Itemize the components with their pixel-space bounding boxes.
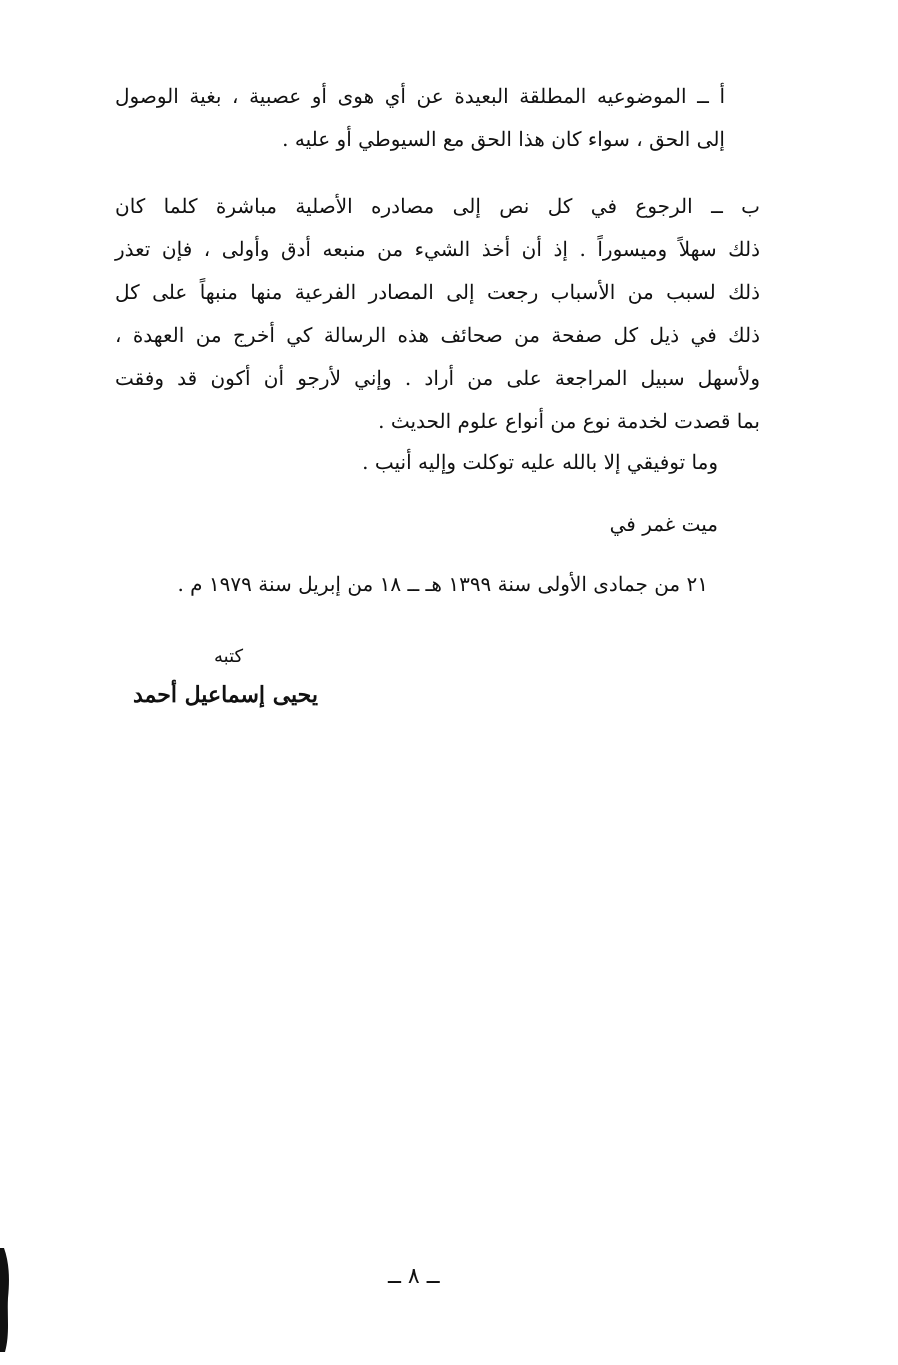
paragraph-a (115, 75, 725, 161)
closing-line: وما توفيقي إلا بالله عليه توكلت وإليه أنيب . (362, 450, 718, 474)
signature-name: يحيى إسماعيل أحمد (133, 682, 318, 708)
paragraph-b (115, 185, 760, 443)
scan-edge-mark (0, 1248, 12, 1352)
signature-label: كتبه (214, 646, 244, 667)
paragraph-b-line-4: ذلك في ذيل كل صفحة من صحائف هذه الرسالة كي أخرج من العهدة ، (115, 323, 760, 347)
paragraph-b-line-5: ولأسهل سبيل المراجعة على من أراد . وإني لأرجو أن أكون قد وفقت (115, 366, 760, 390)
page-number: ــ ٨ ــ (388, 1264, 440, 1289)
paragraph-a-line-1: أ ــ الموضوعيه المطلقة البعيدة عن أي هوى أو عصبية ، بغية الوصول (115, 84, 725, 108)
paragraph-b-line-6: بما قصدت لخدمة نوع من أنواع علوم الحديث . (378, 409, 760, 433)
paragraph-b-line-3: ذلك لسبب من الأسباب رجعت إلى المصادر الفرعية منها منبهاً على كل (115, 280, 760, 304)
date-line: ٢١ من جمادى الأولى سنة ١٣٩٩ هـ ــ ١٨ من إبريل سنة ١٩٧٩ م . (177, 572, 708, 596)
paragraph-a-line-2: إلى الحق ، سواء كان هذا الحق مع السيوطي أو عليه . (282, 127, 725, 151)
paragraph-b-line-1: ب ــ الرجوع في كل نص إلى مصادره الأصلية مباشرة كلما كان (115, 194, 760, 218)
place-line: ميت غمر في (609, 512, 718, 536)
paragraph-b-line-2: ذلك سهلاً وميسوراً . إذ أن أخذ الشيء من منبعه أدق وأولى ، فإن تعذر (115, 237, 760, 261)
